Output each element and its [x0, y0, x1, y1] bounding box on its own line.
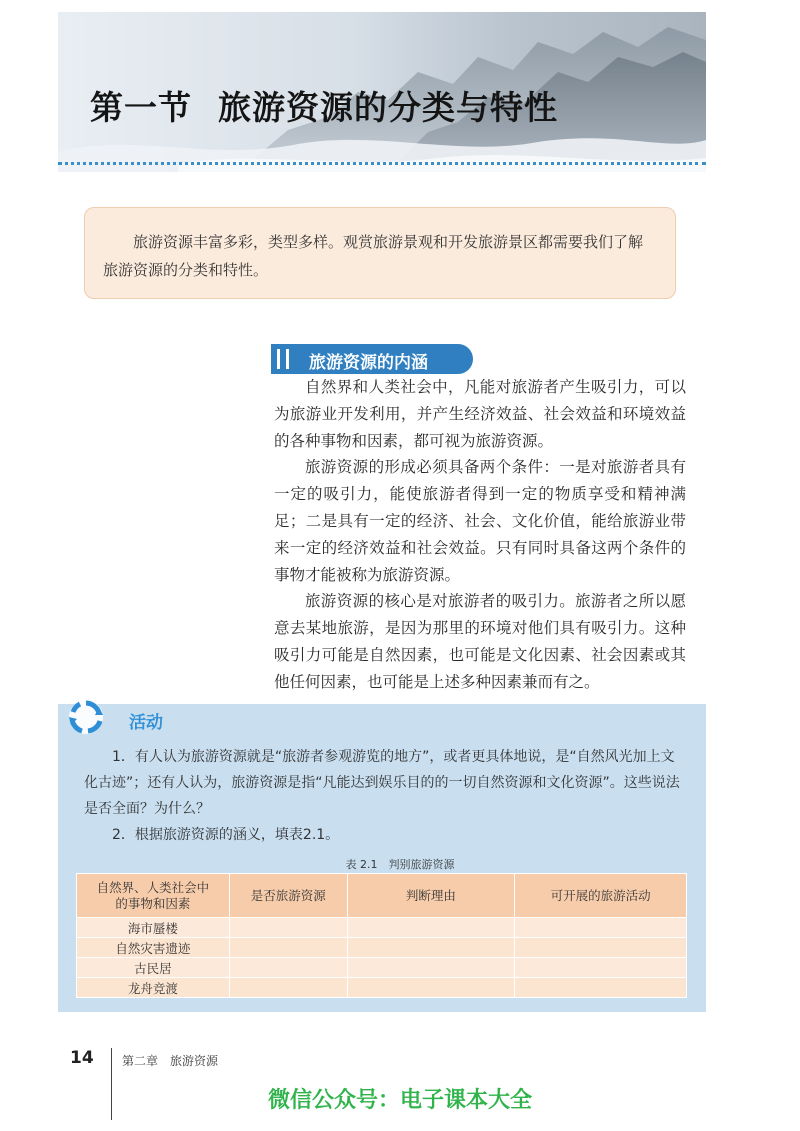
- intro-box: [84, 207, 676, 299]
- table-row: [77, 918, 687, 938]
- table-row: [77, 958, 687, 978]
- judge-resource-table: [76, 873, 687, 998]
- table-header: 可开展的旅游活动: [515, 874, 687, 918]
- table-cell: 自然灾害遗迹: [77, 938, 230, 958]
- blank-cell[interactable]: [347, 938, 515, 958]
- table-header: 判断理由: [347, 874, 515, 918]
- blank-cell[interactable]: [347, 978, 515, 998]
- blank-cell[interactable]: [229, 938, 347, 958]
- blank-cell[interactable]: [515, 938, 687, 958]
- table-cell: 龙舟竞渡: [77, 978, 230, 998]
- blank-cell[interactable]: [515, 918, 687, 938]
- dotted-divider: [58, 162, 706, 165]
- table-row: [77, 938, 687, 958]
- table-header: 自然界、人类社会中的事物和因素: [77, 874, 230, 918]
- blank-cell[interactable]: [515, 978, 687, 998]
- section-heading-text: 旅游资源的内涵: [309, 353, 428, 373]
- table-caption: 表 2.1 判别旅游资源: [345, 858, 455, 871]
- blank-cell[interactable]: [347, 918, 515, 938]
- table-cell: 海市蜃楼: [77, 918, 230, 938]
- watermark: 微信公众号：电子课本大全: [267, 1088, 532, 1113]
- intro-text: 旅游资源丰富多彩，类型多样。观赏旅游景观和开发旅游景区都需要我们了解旅游资源的分类和特性。: [103, 233, 644, 279]
- page-title: [90, 82, 558, 129]
- blank-cell[interactable]: [515, 958, 687, 978]
- blank-cell[interactable]: [347, 958, 515, 978]
- activity-title: 活动: [129, 713, 163, 733]
- body-paragraph: 旅游资源的核心是对旅游者的吸引力。旅游者之所以愿意去某地旅游，是因为那里的环境对他们具有吸引力。这种吸引力可能是自然因素，也可能是文化因素、社会因素或其他任何因素，也可能是上述多种因素兼而有之。: [274, 592, 686, 691]
- section-number: 第一节: [90, 88, 192, 127]
- table-header: 是否旅游资源: [229, 874, 347, 918]
- activity-item-2: 2．根据旅游资源的涵义，填表2.1。: [112, 827, 340, 843]
- blank-cell[interactable]: [229, 958, 347, 978]
- body-paragraph: 旅游资源的形成必须具备两个条件：一是对旅游者具有一定的吸引力，能使旅游者得到一定的物质享受和精神满足；二是具有一定的经济、社会、文化价值，能给旅游业带来一定的经济效益和社会效益。只有同时具备这两个条件的事物才能被称为旅游资源。: [274, 458, 686, 584]
- header-banner: [58, 12, 706, 172]
- chapter-label: 第二章 旅游资源: [122, 1054, 219, 1068]
- blank-cell[interactable]: [229, 978, 347, 998]
- activity-text: [84, 744, 684, 848]
- table-cell: 古民居: [77, 958, 230, 978]
- page-number: 14: [70, 1048, 94, 1068]
- table-header-row: [77, 874, 687, 918]
- body-paragraph: 自然界和人类社会中，凡能对旅游者产生吸引力，可以为旅游业开发利用，并产生经济效益、社会效益和环境效益的各种事物和因素，都可视为旅游资源。: [274, 378, 686, 450]
- activity-item-1: 1．有人认为旅游资源就是“旅游者参观游览的地方”，或者更具体地说，是“自然风光加上文化古迹”；还有人认为，旅游资源是指“凡能达到娱乐目的的一切自然资源和文化资源”。这些说法是否全面？为什么？: [84, 749, 680, 817]
- blank-cell[interactable]: [229, 918, 347, 938]
- table-row: [77, 978, 687, 998]
- section-body: [274, 374, 686, 696]
- heading-bars-icon: [277, 349, 289, 369]
- section-heading: [271, 344, 473, 374]
- activity-cycle-icon: [66, 697, 106, 737]
- section-title: 旅游资源的分类与特性: [218, 88, 558, 127]
